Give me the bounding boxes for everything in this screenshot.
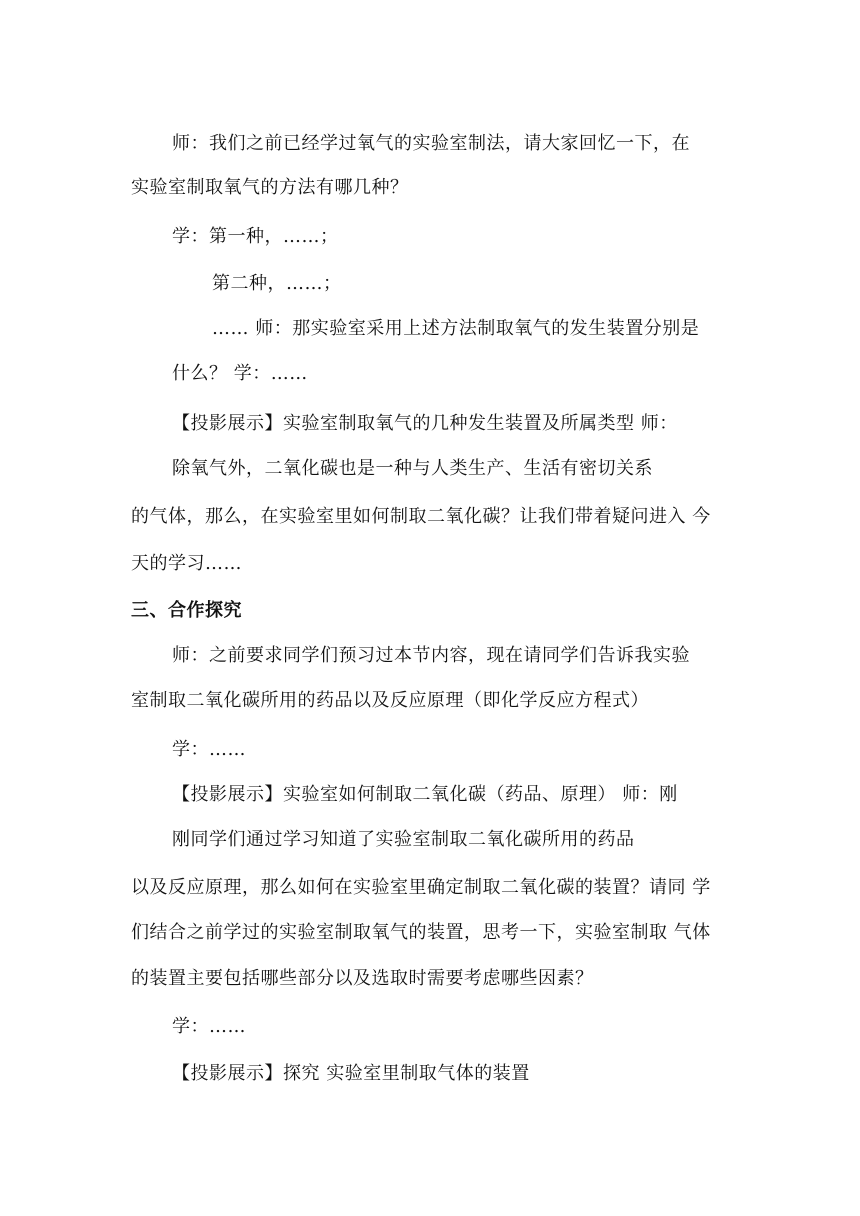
paragraph-line-7: 【投影展示】实验室制取氧气的几种发生装置及所属类型 师： [172, 413, 678, 434]
paragraph-line-15: 【投影展示】实验室如何制取二氧化碳（药品、原理） 师：刚 [172, 784, 678, 805]
paragraph-line-12: 师：之前要求同学们预习过本节内容，现在请同学们告诉我实验 [172, 645, 690, 666]
paragraph-line-3: 学：第一种，……； [172, 226, 339, 247]
paragraph-line-4: 第二种，……； [212, 273, 342, 294]
paragraph-line-5: …… 师：那实验室采用上述方法制取氧气的发生装置分别是 [212, 318, 700, 339]
paragraph-line-14: 学：…… [172, 739, 246, 760]
paragraph-line-16: 刚同学们通过学习知道了实验室制取二氧化碳所用的药品 [172, 829, 635, 850]
paragraph-line-8: 除氧气外，二氧化碳也是一种与人类生产、生活有密切关系 [172, 458, 653, 479]
paragraph-line-17: 以及反应原理，那么如何在实验室里确定制取二氧化碳的装置？请同 学 [131, 877, 711, 898]
paragraph-line-1: 师：我们之前已经学过氧气的实验室制法，请大家回忆一下，在 [172, 133, 690, 154]
paragraph-line-6: 什么？ 学：…… [172, 363, 308, 384]
paragraph-line-9: 的气体，那么，在实验室里如何制取二氧化碳？让我们带着疑问进入 今 [131, 506, 711, 527]
section-heading: 三、合作探究 [131, 600, 242, 621]
paragraph-line-10: 天的学习…… [131, 553, 242, 574]
paragraph-line-19: 的装置主要包括哪些部分以及选取时需要考虑哪些因素？ [131, 968, 594, 989]
paragraph-line-13: 室制取二氧化碳所用的药品以及反应原理（即化学反应方程式） [131, 690, 649, 711]
paragraph-line-2: 实验室制取氧气的方法有哪几种？ [131, 177, 409, 198]
paragraph-line-21: 【投影展示】探究 实验室里制取气体的装置 [172, 1063, 530, 1084]
paragraph-line-20: 学：…… [172, 1016, 246, 1037]
paragraph-line-18: 们结合之前学过的实验室制取氧气的装置，思考一下，实验室制取 气体 [131, 922, 711, 943]
